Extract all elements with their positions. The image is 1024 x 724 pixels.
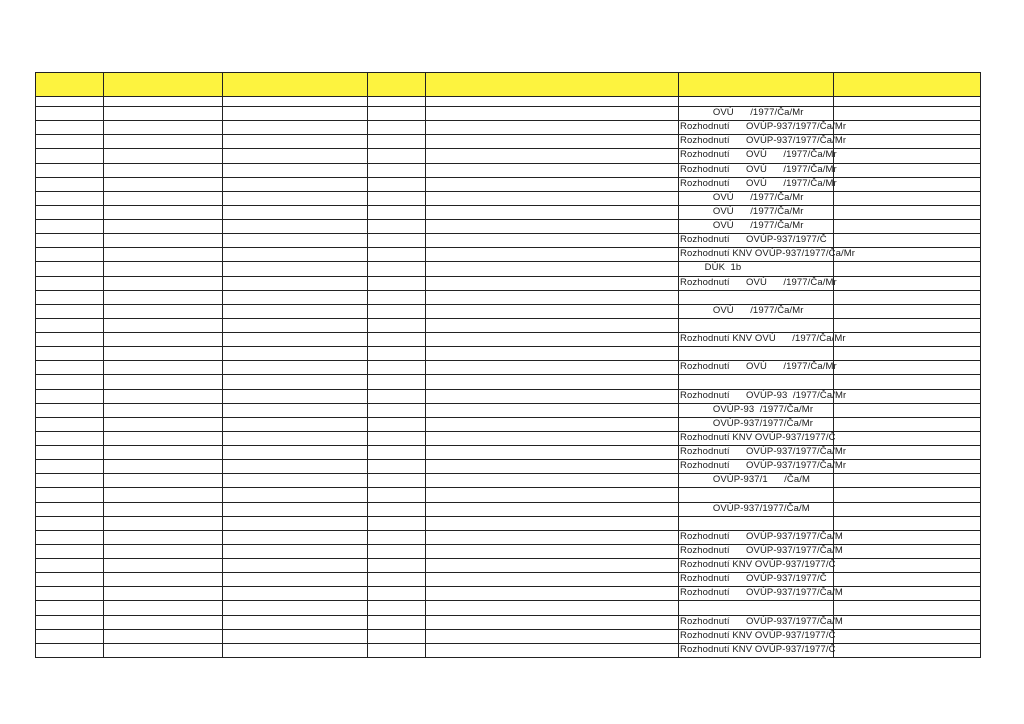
document-reference-cell: Rozhodnutí OVÚP-937/1977/Ča/M [680,545,843,556]
header-cell [103,72,223,97]
document-reference-cell: Rozhodnutí KNV OVÚP-937/1977/Č [680,630,836,641]
row-divider [35,572,981,573]
document-reference-cell: OVÚP-93 /1977/Ča/Mr [680,404,814,415]
document-reference-cell: OVÚ /1977/Ča/Mr [680,107,804,118]
header-cell [35,72,104,97]
row-divider [35,374,981,375]
row-divider [35,148,981,149]
row-divider [35,205,981,206]
document-reference-cell: Rozhodnutí KNV OVÚP-937/1977/Ča/Mr [680,248,856,259]
document-reference-cell: Rozhodnutí OVÚP-937/1977/Č [680,573,827,584]
column-divider [678,97,679,658]
header-cell [367,72,426,97]
document-reference-cell: Rozhodnutí KNV OVÚP-937/1977/Č [680,432,836,443]
document-reference-cell: Rozhodnutí OVÚ /1977/Ča/Mr [680,361,837,372]
document-reference-cell: Rozhodnutí OVÚP-937/1977/Ča/Mr [680,446,847,457]
document-reference-cell: DÚK 1b [680,262,742,273]
row-divider [35,106,981,107]
row-divider [35,629,981,630]
row-divider [35,290,981,291]
document-reference-cell: OVÚ /1977/Ča/Mr [680,206,804,217]
document-reference-cell: OVÚP-937/1 /Ča/M [680,474,811,485]
row-divider [35,431,981,432]
row-divider [35,558,981,559]
document-reference-cell: Rozhodnutí OVÚP-937/1977/Ča/M [680,587,843,598]
row-divider [35,600,981,601]
column-divider [103,97,104,658]
header-cell [425,72,679,97]
document-reference-cell: Rozhodnutí OVÚP-937/1977/Ča/Mr [680,121,847,132]
row-divider [35,261,981,262]
row-divider [35,417,981,418]
row-divider [35,643,981,644]
document-reference-cell: Rozhodnutí OVÚP-937/1977/Ča/M [680,616,843,627]
document-reference-cell: OVÚP-937/1977/Ča/Mr [680,418,813,429]
row-divider [35,318,981,319]
document-reference-cell: Rozhodnutí KNV OVÚP-937/1977/Č [680,644,836,655]
document-reference-cell: Rozhodnutí OVÚ /1977/Ča/Mr [680,277,837,288]
document-reference-cell: Rozhodnutí KNV OVÚ /1977/Ča/Mr [680,333,846,344]
document-reference-cell: Rozhodnutí OVÚ /1977/Ča/Mr [680,164,837,175]
row-divider [35,163,981,164]
document-reference-cell: Rozhodnutí OVÚP-937/1977/Č [680,234,827,245]
row-divider [35,360,981,361]
document-reference-cell: OVÚP-937/1977/Ča/M [680,503,810,514]
row-divider [35,473,981,474]
row-divider [35,346,981,347]
document-reference-cell: OVÚ /1977/Ča/Mr [680,305,804,316]
row-divider [35,487,981,488]
row-divider [35,403,981,404]
document-reference-cell: Rozhodnutí OVÚ /1977/Ča/Mr [680,178,837,189]
document-reference-cell: Rozhodnutí OVÚP-937/1977/Ča/M [680,531,843,542]
column-divider [222,97,223,658]
column-divider [35,97,36,658]
row-divider [35,657,981,658]
row-divider [35,233,981,234]
header-cell [222,72,368,97]
header-cell [833,72,981,97]
document-reference-cell: OVÚ /1977/Ča/Mr [680,220,804,231]
row-divider [35,304,981,305]
column-divider [425,97,426,658]
document-reference-cell: OVÚ /1977/Ča/Mr [680,192,804,203]
row-divider [35,276,981,277]
document-reference-cell: Rozhodnutí OVÚ /1977/Ča/Mr [680,149,837,160]
column-divider [980,97,981,658]
row-divider [35,502,981,503]
document-reference-cell: Rozhodnutí OVÚP-937/1977/Ča/Mr [680,460,847,471]
document-reference-cell: Rozhodnutí OVÚP-93 /1977/Ča/Mr [680,390,847,401]
document-reference-cell: Rozhodnutí KNV OVÚP-937/1977/Č [680,559,836,570]
row-divider [35,191,981,192]
header-cell [678,72,834,97]
row-divider [35,516,981,517]
column-divider [367,97,368,658]
document-reference-cell: Rozhodnutí OVÚP-937/1977/Ča/Mr [680,135,847,146]
row-divider [35,177,981,178]
row-divider [35,219,981,220]
